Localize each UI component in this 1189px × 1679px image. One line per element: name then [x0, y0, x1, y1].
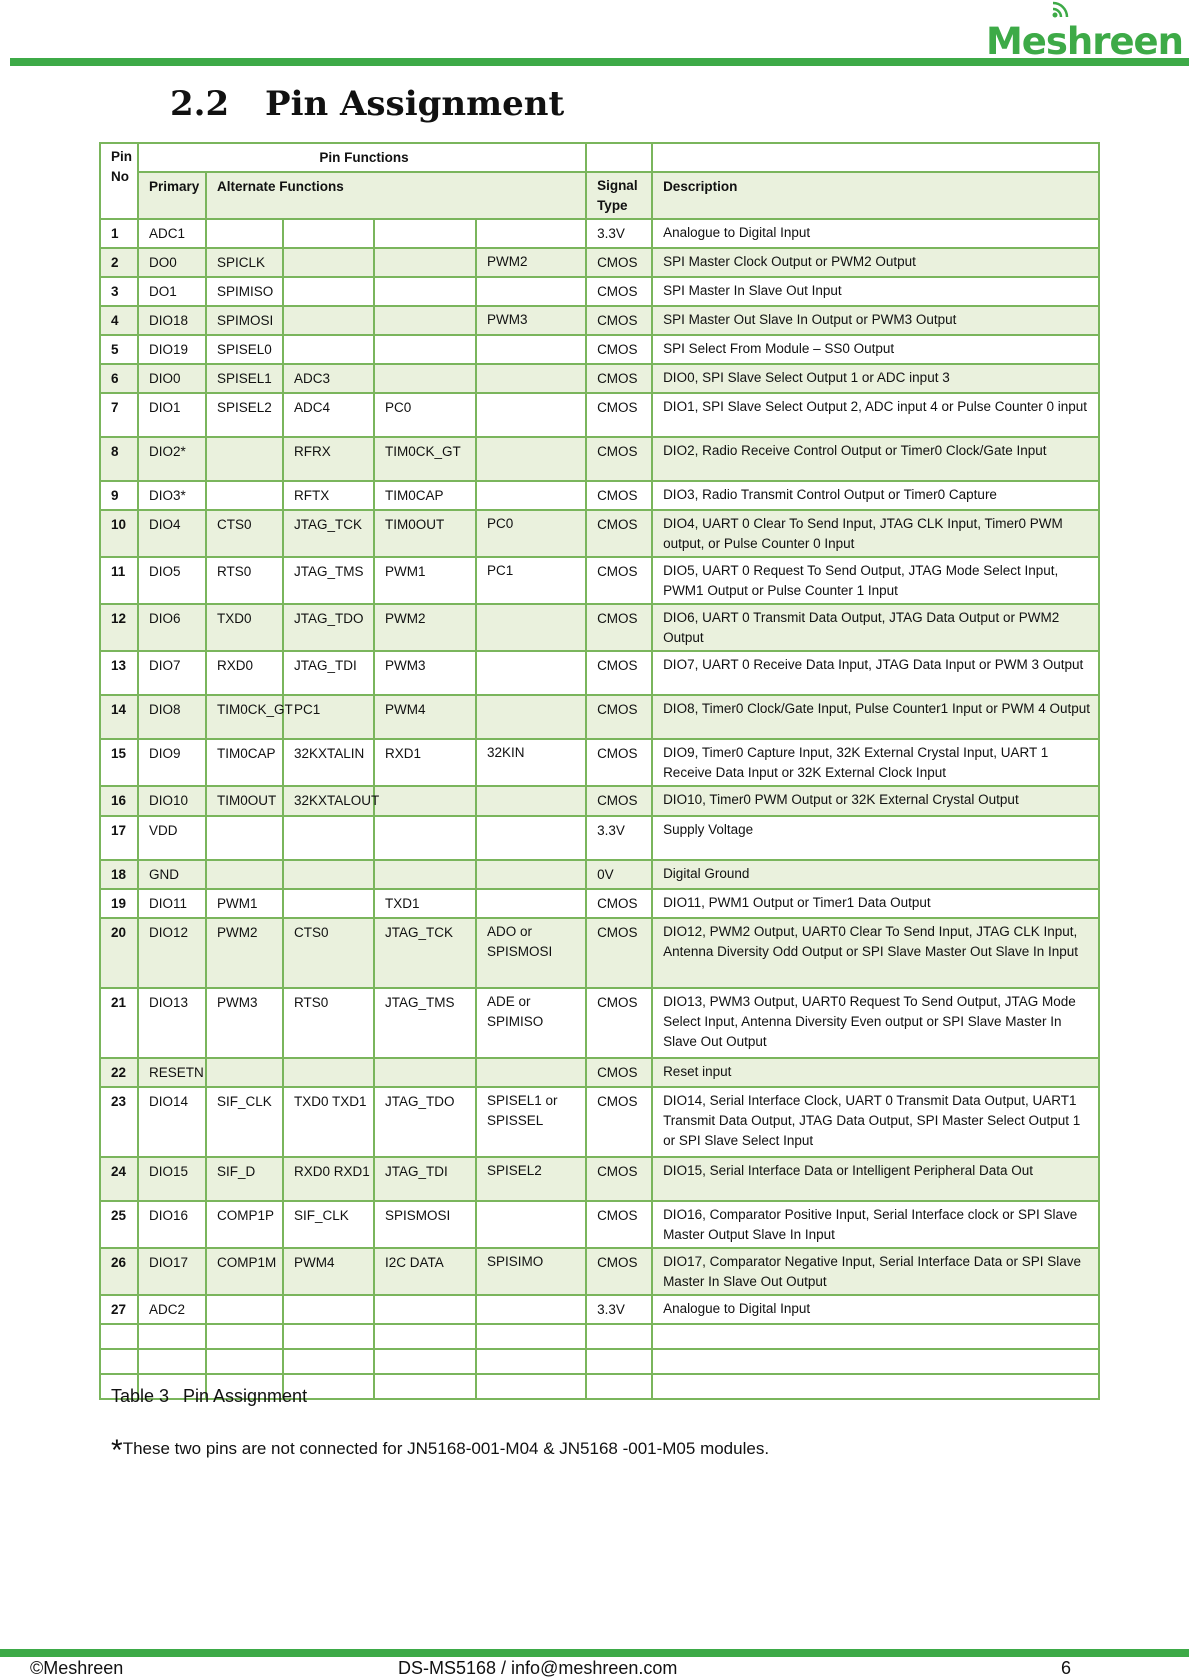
signal-type: 0V: [586, 860, 652, 889]
pin-assignment-table: [99, 142, 1100, 1400]
alt-function-1: [206, 481, 283, 510]
alt-function-1: SPISEL2: [206, 393, 283, 437]
table-row: [100, 988, 1099, 1058]
alt-function-2: CTS0: [283, 918, 374, 988]
table-header-row-1: [100, 143, 1099, 172]
alt-function-3: [374, 219, 476, 248]
alt-function-4: [476, 695, 586, 739]
alt-function-3: RXD1: [374, 739, 476, 786]
signal-type: CMOS: [586, 1058, 652, 1087]
signal-type: CMOS: [586, 277, 652, 306]
alt-function-2: JTAG_TDO: [283, 604, 374, 651]
signal-type: CMOS: [586, 988, 652, 1058]
alt-function-3: [374, 860, 476, 889]
table-row: [100, 510, 1099, 557]
description: DIO10, Timer0 PWM Output or 32K External Crystal Output: [652, 786, 1099, 816]
signal-type: CMOS: [586, 918, 652, 988]
alt-function-2: [283, 219, 374, 248]
alt-function-1: PWM2: [206, 918, 283, 988]
description: SPI Master Out Slave In Output or PWM3 Output: [652, 306, 1099, 335]
alt-function-4: [476, 786, 586, 816]
header-empty-cell: [586, 143, 652, 172]
primary-function: RESETN: [138, 1058, 206, 1087]
alt-function-4: [476, 393, 586, 437]
alt-function-4: ADO or SPISMOSI: [476, 918, 586, 988]
header-description: Description: [652, 172, 1099, 219]
alt-function-3: [374, 306, 476, 335]
primary-function: DIO12: [138, 918, 206, 988]
description: Supply Voltage: [652, 816, 1099, 860]
table-row: [100, 364, 1099, 393]
primary-function: VDD: [138, 816, 206, 860]
signal-type: CMOS: [586, 651, 652, 695]
alt-function-2: RFTX: [283, 481, 374, 510]
signal-type: 3.3V: [586, 1295, 652, 1324]
alt-function-2: JTAG_TCK: [283, 510, 374, 557]
header-signal-type: Signal Type: [586, 172, 652, 219]
alt-function-4: [476, 604, 586, 651]
table-row: [100, 437, 1099, 481]
alt-function-2: TXD0 TXD1: [283, 1087, 374, 1157]
alt-function-4: [476, 219, 586, 248]
alt-function-2: [283, 889, 374, 918]
alt-function-1: TIM0CK_GT: [206, 695, 283, 739]
pin-number: 7: [100, 393, 138, 437]
empty-cell: [652, 1349, 1099, 1374]
alt-function-3: JTAG_TDI: [374, 1157, 476, 1201]
alt-function-4: [476, 1058, 586, 1087]
alt-function-2: 32KXTALIN: [283, 739, 374, 786]
footnote: [111, 1434, 769, 1468]
alt-function-4: PC1: [476, 557, 586, 604]
alt-function-1: [206, 860, 283, 889]
description: SPI Master Clock Output or PWM2 Output: [652, 248, 1099, 277]
description: DIO6, UART 0 Transmit Data Output, JTAG Data Output or PWM2 Output: [652, 604, 1099, 651]
alt-function-4: 32KIN: [476, 739, 586, 786]
alt-function-2: JTAG_TDI: [283, 651, 374, 695]
signal-type: CMOS: [586, 1201, 652, 1248]
signal-type: CMOS: [586, 437, 652, 481]
table-row: [100, 604, 1099, 651]
alt-function-1: SPIMOSI: [206, 306, 283, 335]
alt-function-4: [476, 889, 586, 918]
alt-function-4: [476, 816, 586, 860]
alt-function-4: ADE or SPIMISO: [476, 988, 586, 1058]
primary-function: DIO6: [138, 604, 206, 651]
alt-function-2: ADC4: [283, 393, 374, 437]
pin-number: 17: [100, 816, 138, 860]
signal-type: CMOS: [586, 739, 652, 786]
alt-function-1: COMP1P: [206, 1201, 283, 1248]
alt-function-4: [476, 335, 586, 364]
alt-function-1: PWM3: [206, 988, 283, 1058]
alt-function-3: [374, 335, 476, 364]
table-header-row-2: [100, 172, 1099, 219]
table-row: [100, 1201, 1099, 1248]
alt-function-3: [374, 248, 476, 277]
logo-text: Meshreen: [985, 20, 1183, 63]
pin-number: 20: [100, 918, 138, 988]
alt-function-3: TIM0CAP: [374, 481, 476, 510]
description: DIO12, PWM2 Output, UART0 Clear To Send Input, JTAG CLK Input, Antenna Diversity Odd Output or SPI Slave Master Out Slave In Input: [652, 918, 1099, 988]
alt-function-1: TXD0: [206, 604, 283, 651]
alt-function-1: [206, 1058, 283, 1087]
pin-number: 6: [100, 364, 138, 393]
description: DIO11, PWM1 Output or Timer1 Data Output: [652, 889, 1099, 918]
alt-function-2: ADC3: [283, 364, 374, 393]
pin-number: 21: [100, 988, 138, 1058]
signal-type: CMOS: [586, 481, 652, 510]
signal-type: CMOS: [586, 1157, 652, 1201]
signal-type: CMOS: [586, 306, 652, 335]
alt-function-1: SPISEL0: [206, 335, 283, 364]
primary-function: ADC2: [138, 1295, 206, 1324]
alt-function-4: [476, 277, 586, 306]
description: Analogue to Digital Input: [652, 1295, 1099, 1324]
header-alternate: Alternate Functions: [206, 172, 586, 219]
table-row: [100, 481, 1099, 510]
alt-function-1: PWM1: [206, 889, 283, 918]
primary-function: DIO5: [138, 557, 206, 604]
table-row: [100, 248, 1099, 277]
description: DIO4, UART 0 Clear To Send Input, JTAG CLK Input, Timer0 PWM output, or Pulse Counter 0 Input: [652, 510, 1099, 557]
footer-page-number: 6: [1061, 1658, 1072, 1678]
empty-cell: [283, 1349, 374, 1374]
table-row: [100, 695, 1099, 739]
table-row: [100, 1157, 1099, 1201]
table-row: [100, 816, 1099, 860]
empty-cell: [206, 1324, 283, 1349]
description: DIO7, UART 0 Receive Data Input, JTAG Data Input or PWM 3 Output: [652, 651, 1099, 695]
alt-function-1: [206, 816, 283, 860]
alt-function-3: PWM4: [374, 695, 476, 739]
description: DIO3, Radio Transmit Control Output or Timer0 Capture: [652, 481, 1099, 510]
alt-function-4: PC0: [476, 510, 586, 557]
pin-number: 24: [100, 1157, 138, 1201]
alt-function-3: JTAG_TCK: [374, 918, 476, 988]
signal-type: 3.3V: [586, 219, 652, 248]
footer-copyright: ©Meshreen: [30, 1658, 124, 1678]
empty-cell: [476, 1324, 586, 1349]
primary-function: DIO9: [138, 739, 206, 786]
signal-type: CMOS: [586, 510, 652, 557]
description: Digital Ground: [652, 860, 1099, 889]
signal-type: CMOS: [586, 557, 652, 604]
table-row: [100, 557, 1099, 604]
header-primary: Primary: [138, 172, 206, 219]
alt-function-1: [206, 1295, 283, 1324]
alt-function-2: [283, 335, 374, 364]
description: DIO17, Comparator Negative Input, Serial Interface Data or SPI Slave Master In Slave Out Output: [652, 1248, 1099, 1295]
empty-cell: [138, 1324, 206, 1349]
alt-function-3: [374, 816, 476, 860]
primary-function: DO1: [138, 277, 206, 306]
alt-function-2: [283, 1058, 374, 1087]
pin-number: 8: [100, 437, 138, 481]
pin-number: 2: [100, 248, 138, 277]
header-empty-cell: [652, 143, 1099, 172]
alt-function-4: [476, 860, 586, 889]
alt-function-2: [283, 1295, 374, 1324]
table-row: [100, 1295, 1099, 1324]
alt-function-4: [476, 364, 586, 393]
alt-function-4: PWM3: [476, 306, 586, 335]
alt-function-4: [476, 651, 586, 695]
primary-function: DIO2*: [138, 437, 206, 481]
primary-function: DIO18: [138, 306, 206, 335]
primary-function: DIO1: [138, 393, 206, 437]
alt-function-3: PC0: [374, 393, 476, 437]
alt-function-1: SIF_D: [206, 1157, 283, 1201]
alt-function-2: RFRX: [283, 437, 374, 481]
pin-number: 10: [100, 510, 138, 557]
alt-function-3: JTAG_TDO: [374, 1087, 476, 1157]
pin-number: 12: [100, 604, 138, 651]
alt-function-1: SPIMISO: [206, 277, 283, 306]
empty-cell: [586, 1324, 652, 1349]
alt-function-4: [476, 437, 586, 481]
table-row: [100, 739, 1099, 786]
alt-function-1: TIM0CAP: [206, 739, 283, 786]
header-pin-no: Pin No: [100, 143, 138, 219]
primary-function: DIO8: [138, 695, 206, 739]
alt-function-4: [476, 1201, 586, 1248]
alt-function-2: [283, 860, 374, 889]
alt-function-1: TIM0OUT: [206, 786, 283, 816]
alt-function-3: [374, 786, 476, 816]
alt-function-4: SPISIMO: [476, 1248, 586, 1295]
description: DIO13, PWM3 Output, UART0 Request To Send Output, JTAG Mode Select Input, Antenna Diversity Even output or SPI Slave Master In Slave Out Output: [652, 988, 1099, 1058]
alt-function-1: CTS0: [206, 510, 283, 557]
alt-function-1: SIF_CLK: [206, 1087, 283, 1157]
table-row: [100, 1248, 1099, 1295]
alt-function-2: [283, 248, 374, 277]
primary-function: DIO13: [138, 988, 206, 1058]
pin-number: 18: [100, 860, 138, 889]
description: DIO1, SPI Slave Select Output 2, ADC input 4 or Pulse Counter 0 input: [652, 393, 1099, 437]
alt-function-3: SPISMOSI: [374, 1201, 476, 1248]
description: DIO15, Serial Interface Data or Intelligent Peripheral Data Out: [652, 1157, 1099, 1201]
alt-function-1: SPISEL1: [206, 364, 283, 393]
primary-function: DIO0: [138, 364, 206, 393]
alt-function-3: PWM2: [374, 604, 476, 651]
primary-function: DIO11: [138, 889, 206, 918]
primary-function: DIO10: [138, 786, 206, 816]
alt-function-2: JTAG_TMS: [283, 557, 374, 604]
primary-function: DIO14: [138, 1087, 206, 1157]
primary-function: DIO3*: [138, 481, 206, 510]
signal-icon: [1052, 0, 1072, 18]
primary-function: DO0: [138, 248, 206, 277]
description: DIO2, Radio Receive Control Output or Timer0 Clock/Gate Input: [652, 437, 1099, 481]
table-row: [100, 918, 1099, 988]
signal-type: 3.3V: [586, 816, 652, 860]
signal-type: CMOS: [586, 604, 652, 651]
section-number: 2.2: [170, 84, 230, 124]
pin-number: 11: [100, 557, 138, 604]
description: Analogue to Digital Input: [652, 219, 1099, 248]
alt-function-2: PWM4: [283, 1248, 374, 1295]
section-title: Pin Assignment: [265, 84, 565, 124]
table-caption: [111, 1386, 307, 1407]
signal-type: CMOS: [586, 786, 652, 816]
section-heading: [170, 84, 564, 124]
primary-function: GND: [138, 860, 206, 889]
empty-row: [100, 1349, 1099, 1374]
primary-function: DIO4: [138, 510, 206, 557]
empty-cell: [283, 1324, 374, 1349]
table-row: [100, 1058, 1099, 1087]
alt-function-4: SPISEL1 or SPISSEL: [476, 1087, 586, 1157]
meshreen-logo: [986, 20, 1183, 63]
table-row: [100, 393, 1099, 437]
description: DIO16, Comparator Positive Input, Serial Interface clock or SPI Slave Master Output Slave In Input: [652, 1201, 1099, 1248]
primary-function: DIO19: [138, 335, 206, 364]
empty-cell: [476, 1349, 586, 1374]
primary-function: DIO7: [138, 651, 206, 695]
alt-function-2: 32KXTALOUT: [283, 786, 374, 816]
description: Reset input: [652, 1058, 1099, 1087]
alt-function-2: [283, 306, 374, 335]
signal-type: CMOS: [586, 364, 652, 393]
pin-number: 19: [100, 889, 138, 918]
pin-number: 5: [100, 335, 138, 364]
empty-cell: [652, 1324, 1099, 1349]
description: DIO14, Serial Interface Clock, UART 0 Transmit Data Output, UART1 Transmit Data Output, JTAG Data Output, SPI Master Select Output 1 or SPI Slave Select Input: [652, 1087, 1099, 1157]
pin-number: 23: [100, 1087, 138, 1157]
signal-type: CMOS: [586, 889, 652, 918]
signal-type: CMOS: [586, 1248, 652, 1295]
alt-function-1: RXD0: [206, 651, 283, 695]
alt-function-2: SIF_CLK: [283, 1201, 374, 1248]
signal-type: CMOS: [586, 335, 652, 364]
table-row: [100, 335, 1099, 364]
empty-cell: [206, 1349, 283, 1374]
signal-type: CMOS: [586, 393, 652, 437]
alt-function-3: TXD1: [374, 889, 476, 918]
signal-type: CMOS: [586, 248, 652, 277]
alt-function-3: [374, 1295, 476, 1324]
signal-type: CMOS: [586, 1087, 652, 1157]
alt-function-2: [283, 277, 374, 306]
empty-cell: [100, 1349, 138, 1374]
description: SPI Select From Module – SS0 Output: [652, 335, 1099, 364]
alt-function-2: [283, 816, 374, 860]
table-row: [100, 860, 1099, 889]
pin-number: 9: [100, 481, 138, 510]
footnote-text: These two pins are not connected for JN5168-001-M04 & JN5168 -001-M05 modules.: [122, 1439, 770, 1458]
empty-cell: [138, 1349, 206, 1374]
empty-cell: [586, 1374, 652, 1399]
footer-rule: [0, 1649, 1189, 1657]
alt-function-3: PWM1: [374, 557, 476, 604]
pin-number: 26: [100, 1248, 138, 1295]
description: DIO5, UART 0 Request To Send Output, JTAG Mode Select Input, PWM1 Output or Pulse Counter 1 Input: [652, 557, 1099, 604]
footer-doc-id: DS-MS5168 / info@meshreen.com: [398, 1658, 678, 1678]
table-row: [100, 1087, 1099, 1157]
alt-function-3: PWM3: [374, 651, 476, 695]
table-row: [100, 786, 1099, 816]
alt-function-2: PC1: [283, 695, 374, 739]
pin-number: 15: [100, 739, 138, 786]
table-row: [100, 219, 1099, 248]
alt-function-3: [374, 277, 476, 306]
alt-function-3: I2C DATA: [374, 1248, 476, 1295]
description: DIO9, Timer0 Capture Input, 32K External Crystal Input, UART 1 Receive Data Input or 32K External Clock Input: [652, 739, 1099, 786]
pin-number: 27: [100, 1295, 138, 1324]
primary-function: DIO17: [138, 1248, 206, 1295]
empty-cell: [586, 1349, 652, 1374]
alt-function-2: RTS0: [283, 988, 374, 1058]
table-row: [100, 889, 1099, 918]
alt-function-1: COMP1M: [206, 1248, 283, 1295]
empty-cell: [100, 1324, 138, 1349]
table-row: [100, 306, 1099, 335]
empty-cell: [374, 1324, 476, 1349]
signal-type: CMOS: [586, 695, 652, 739]
pin-number: 22: [100, 1058, 138, 1087]
table-row: [100, 277, 1099, 306]
primary-function: DIO15: [138, 1157, 206, 1201]
alt-function-3: [374, 364, 476, 393]
empty-cell: [374, 1374, 476, 1399]
pin-number: 4: [100, 306, 138, 335]
alt-function-4: SPISEL2: [476, 1157, 586, 1201]
table-row: [100, 651, 1099, 695]
primary-function: DIO16: [138, 1201, 206, 1248]
description: SPI Master In Slave Out Input: [652, 277, 1099, 306]
description: DIO8, Timer0 Clock/Gate Input, Pulse Counter1 Input or PWM 4 Output: [652, 695, 1099, 739]
empty-cell: [374, 1349, 476, 1374]
footnote-star: *: [111, 1434, 123, 1467]
pin-number: 16: [100, 786, 138, 816]
alt-function-2: RXD0 RXD1: [283, 1157, 374, 1201]
pin-number: 14: [100, 695, 138, 739]
alt-function-4: [476, 1295, 586, 1324]
description: DIO0, SPI Slave Select Output 1 or ADC input 3: [652, 364, 1099, 393]
alt-function-3: TIM0CK_GT: [374, 437, 476, 481]
primary-function: ADC1: [138, 219, 206, 248]
alt-function-3: [374, 1058, 476, 1087]
caption-label: Table 3: [111, 1386, 170, 1406]
pin-number: 25: [100, 1201, 138, 1248]
alt-function-3: JTAG_TMS: [374, 988, 476, 1058]
empty-row: [100, 1324, 1099, 1349]
pin-number: 1: [100, 219, 138, 248]
pin-number: 3: [100, 277, 138, 306]
alt-function-1: [206, 219, 283, 248]
alt-function-1: [206, 437, 283, 481]
alt-function-1: RTS0: [206, 557, 283, 604]
caption-text: Pin Assignment: [183, 1386, 308, 1406]
pin-number: 13: [100, 651, 138, 695]
alt-function-4: PWM2: [476, 248, 586, 277]
alt-function-1: SPICLK: [206, 248, 283, 277]
header-pin-functions: Pin Functions: [138, 143, 586, 172]
empty-cell: [476, 1374, 586, 1399]
empty-cell: [652, 1374, 1099, 1399]
alt-function-4: [476, 481, 586, 510]
alt-function-3: TIM0OUT: [374, 510, 476, 557]
